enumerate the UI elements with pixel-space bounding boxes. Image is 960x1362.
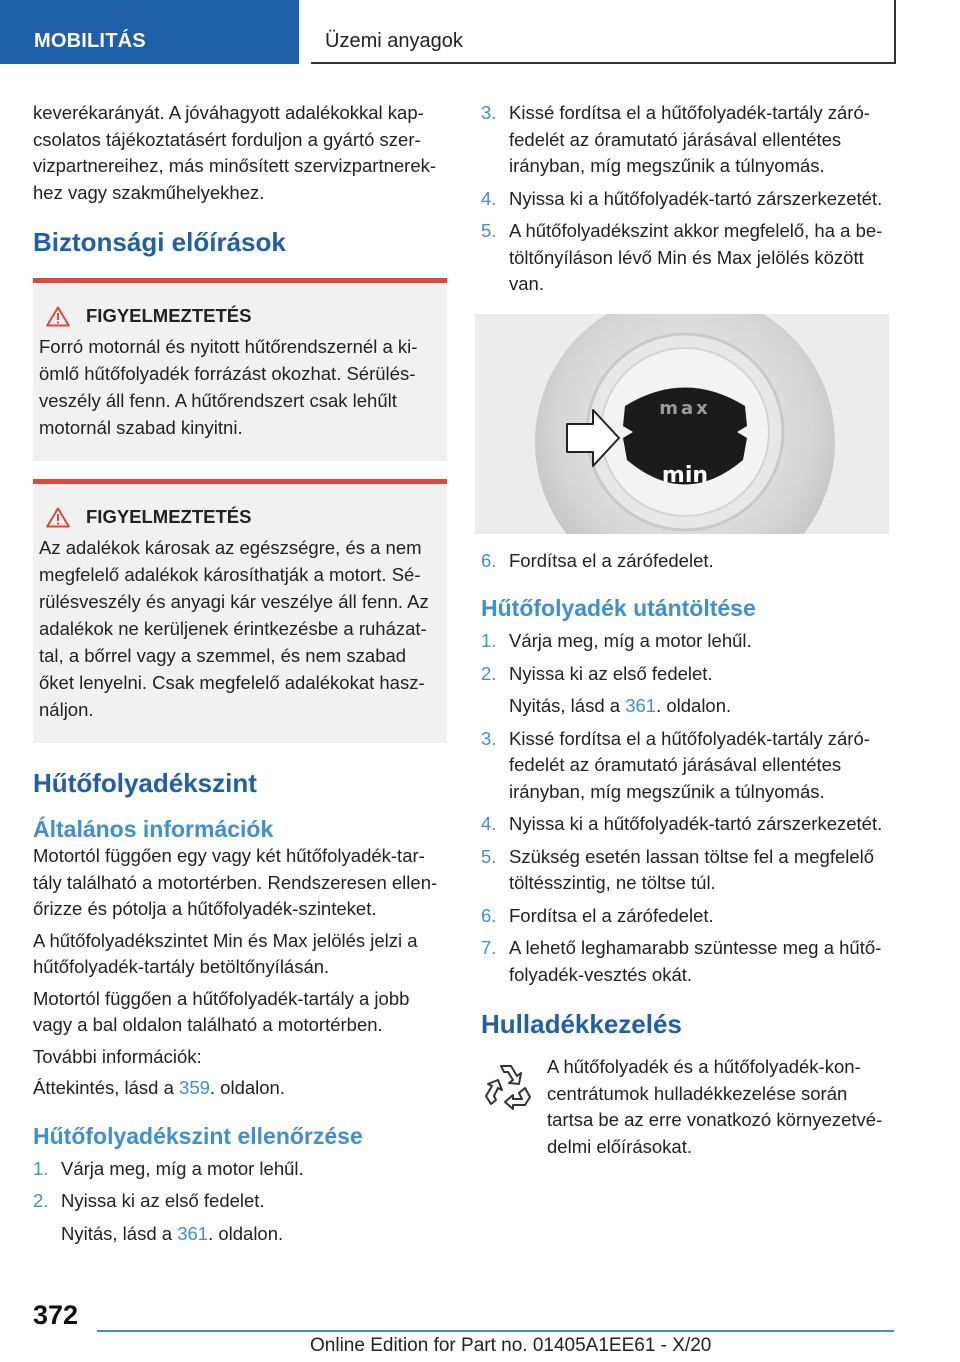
right-column: [481, 100, 895, 1160]
warning-title: FIGYELMEZTETÉS: [86, 506, 252, 527]
list-item: 6. Fordítsa el a zárófedelet.: [481, 904, 714, 926]
warning-text: Az adalékok károsak az egészségre, és a nem megfelelő adalékok károsíthatják a motort. Sérülésveszély és anyagi kár veszélye áll fenn. Az adalékok ne kerüljenek érintkezésbe a ruházattal, a bőrrel vagy a szemmel, és nem szabad őket lenyelni. Csak megfelelő adalékokat használjon.: [39, 537, 429, 720]
warning-box-hot-engine: [33, 278, 447, 461]
warning-triangle-icon: [46, 507, 70, 528]
warning-text: Forró motornál és nyitott hűtőrendszernél a kiömlő hűtőfolyadék forrázást okozhat. Sérülésveszély áll fenn. A hűtőrendszert csak lehűlt motornál szabad kinyitni.: [39, 336, 418, 438]
intro-paragraph: keverékarányát. A jóváhagyott adalékokkal kapcsolatos tájékoztatásért forduljon a gyártó szervizpartnereihez, más minősített szervizpartnerekhez vagy szakműhelyekhez.: [33, 102, 437, 203]
open-reference: Nyitás, lásd a 361. oldalon.: [509, 695, 732, 716]
footer-divider: [97, 1330, 894, 1332]
list-item: 5. A hűtőfolyadékszint akkor megfelelő, ha a betöltőnyíláson lévő Min és Max jelölés között van.: [481, 220, 883, 294]
list-item: 4. Nyissa ki a hűtőfolyadék-tartó zárszerkezetét.: [481, 813, 883, 834]
list-item: 3. Kissé fordítsa el a hűtőfolyadék-tartály zárófedelét az óramutató járásával ellentétes irányban, míg megszűnik a túlnyomás.: [481, 727, 870, 802]
page-link-359[interactable]: 359: [179, 1077, 210, 1098]
disposal-text: A hűtőfolyadék és a hűtőfolyadék-koncentrátumok hulladékkezelése során tartsa be az erre vonatkozó környezetvédelmi előírásokat.: [547, 1056, 883, 1157]
list-item: 3. Kissé fordítsa el a hűtőfolyadék-tartály zárófedelét az óramutató járásával ellentétes irányban, míg megszűnik a túlnyomás.: [481, 102, 870, 176]
left-column: [33, 100, 447, 1253]
warning-triangle-icon: [46, 306, 70, 327]
refill-heading: Hűtőfolyadék utántöltése: [481, 595, 756, 621]
page-number: 372: [33, 1300, 79, 1330]
header-chapter-label: Üzemi anyagok: [325, 30, 463, 52]
warning-header: [39, 506, 439, 528]
overview-reference: Áttekintés, lásd a 359. oldalon.: [33, 1077, 285, 1098]
list-item: 4. Nyissa ki a hűtőfolyadék-tartó zárszerkezetét.: [481, 187, 883, 209]
close-step-list: [481, 548, 895, 575]
general-paragraph-2: A hűtőfolyadékszintet Min és Max jelölés jelzi a hűtőfolyadék-tartály betöltőnyílásán.: [33, 929, 418, 977]
max-label: max: [659, 397, 711, 419]
header-section-tab: [0, 0, 299, 64]
footer-edition: Online Edition for Part no. 01405A1EE61 - X/20: [310, 1335, 712, 1356]
safety-heading: Biztonsági előírások: [33, 227, 286, 257]
list-item: 1. Várja meg, míg a motor lehűl.: [33, 1157, 304, 1179]
list-item: 5. Szükség esetén lassan töltse fel a megfelelő töltésszintig, ne töltse túl.: [481, 845, 875, 893]
list-item: 6. Fordítsa el a zárófedelet.: [481, 549, 714, 571]
recycle-icon: [481, 1058, 535, 1112]
open-reference: Nyitás, lásd a 361. oldalon.: [61, 1222, 284, 1244]
coolant-level-heading: Hűtőfolyadékszint: [33, 768, 257, 798]
reservoir-illustration: [475, 314, 889, 534]
header-chapter-box: [311, 0, 896, 64]
check-level-heading: Hűtőfolyadékszint ellenőrzése: [33, 1122, 363, 1149]
check-steps-list: [33, 1156, 447, 1248]
warning-title: FIGYELMEZTETÉS: [86, 305, 252, 326]
list-item: 2. Nyissa ki az első fedelet. Nyitás, lásd a 361. oldalon.: [481, 661, 895, 720]
general-info-heading: Általános információk: [33, 816, 274, 842]
disposal-note: [481, 1054, 895, 1160]
disposal-heading: Hulladékkezelés: [481, 1009, 682, 1039]
list-item: 1. Várja meg, míg a motor lehűl.: [481, 630, 752, 651]
check-steps-continued: [481, 100, 895, 298]
page-link-361[interactable]: 361: [625, 695, 657, 716]
general-paragraph-3: Motortól függően a hűtőfolyadék-tartály a jobb vagy a bal oldalon található a motortérben.: [33, 987, 410, 1035]
warning-box-additives: [33, 479, 447, 743]
refill-steps-list: [481, 628, 895, 988]
general-paragraph-1: Motortól függően egy vagy két hűtőfolyadék-tartály található a motortérben. Rendszeresen ellenőrizze és pótolja a hűtőfolyadék-szinteket.: [33, 845, 438, 919]
min-label: min: [661, 462, 709, 488]
page-link-361[interactable]: 361: [177, 1222, 209, 1244]
general-paragraph-4: További információk:: [33, 1045, 202, 1067]
list-item: 2. Nyissa ki az első fedelet. Nyitás, lásd a 361. oldalon.: [33, 1188, 447, 1247]
warning-header: [39, 305, 439, 327]
header-section-label: MOBILITÁS: [34, 30, 146, 52]
coolant-reservoir-figure: [475, 314, 889, 534]
list-item: 7. A lehető leghamarabb szüntesse meg a hűtőfolyadék-vesztés okát.: [481, 937, 882, 985]
